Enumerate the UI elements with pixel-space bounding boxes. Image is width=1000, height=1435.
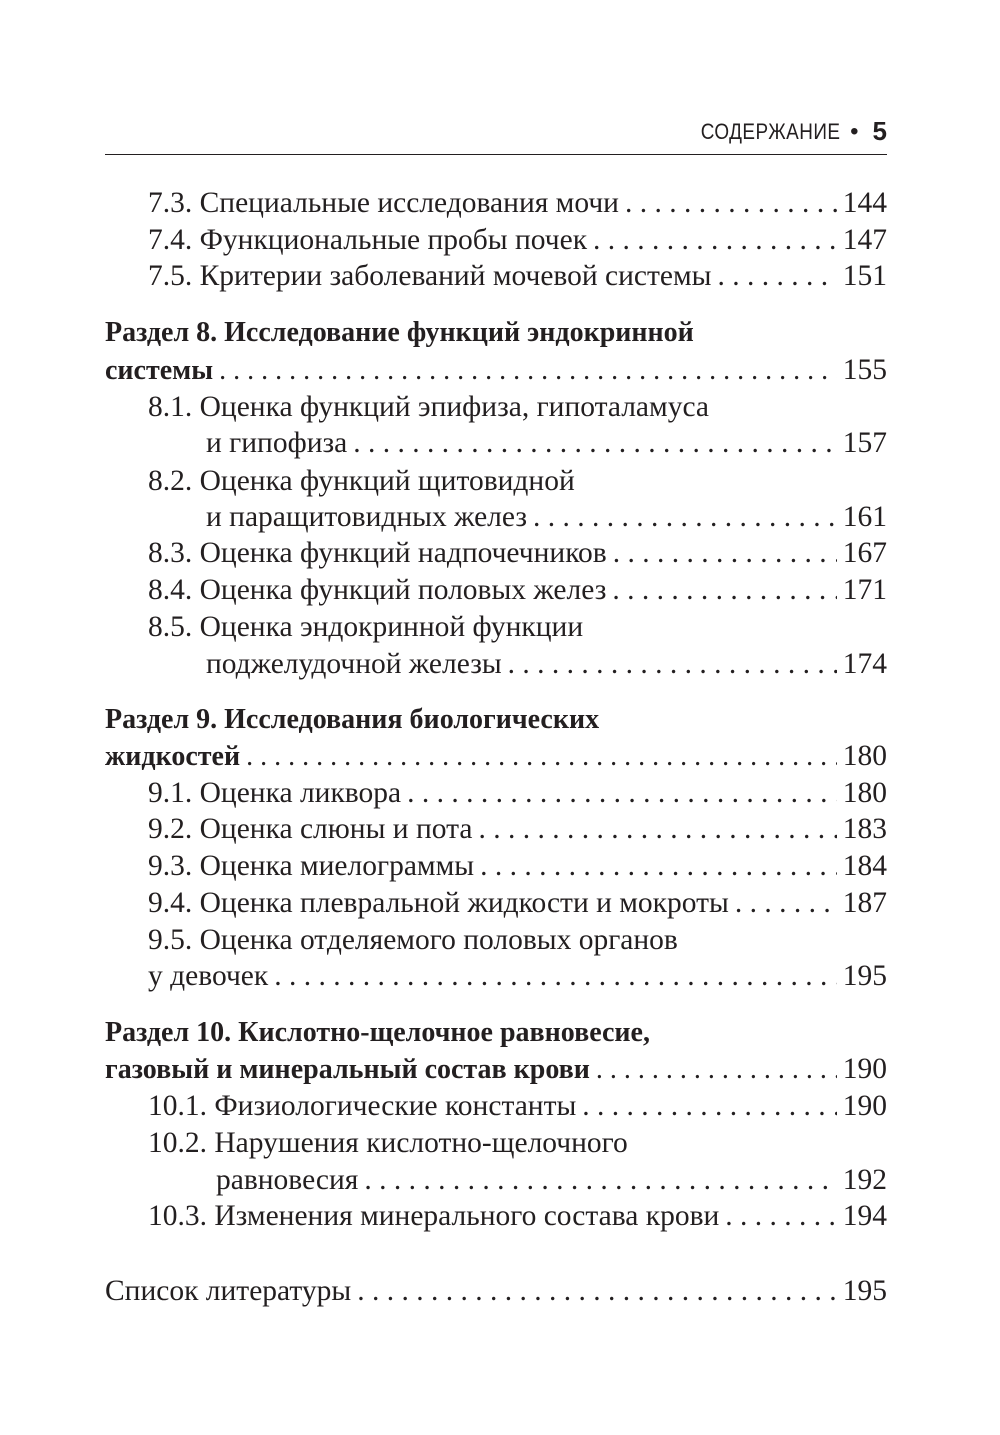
toc-entry-title: 9.2. Оценка слюны и пота <box>148 813 473 845</box>
toc-entry-page: 180 <box>842 777 887 809</box>
toc-entry-page: 180 <box>842 740 887 772</box>
toc-entry-8-2-line2[interactable] <box>206 499 887 535</box>
toc-entry-title: 9.5. Оценка отделяемого половых органов <box>148 924 678 956</box>
toc-entry-title: 7.5. Критерии заболеваний мочевой системы <box>148 260 712 292</box>
dot-leader <box>407 775 837 811</box>
toc-entry-8-5-line1[interactable] <box>148 609 887 645</box>
toc-entry-10-1[interactable] <box>148 1088 887 1124</box>
toc-entry-title: Список литературы <box>105 1275 352 1307</box>
dot-leader <box>735 885 837 921</box>
toc-entry-9-5-line2[interactable] <box>148 958 887 994</box>
toc-entry-page: 171 <box>842 574 887 606</box>
toc-entry-title: 9.3. Оценка миелограммы <box>148 850 475 882</box>
toc-entry-7-5[interactable] <box>148 258 887 294</box>
toc-entry-page: 155 <box>842 354 887 386</box>
toc-entry-title: у девочек <box>148 960 269 992</box>
toc-entry-page: 151 <box>842 260 887 292</box>
header-title: СОДЕРЖАНИЕ <box>700 118 841 144</box>
toc-entry-page: 161 <box>842 501 887 533</box>
toc-entry-8-1-line1[interactable] <box>148 389 887 425</box>
dot-leader <box>725 1198 836 1234</box>
toc-section-10-line1[interactable] <box>105 1015 887 1051</box>
toc-section-8-line2[interactable] <box>105 352 887 388</box>
toc-entry-title: 8.4. Оценка функций половых желез <box>148 574 607 606</box>
toc-entry-title: и паращитовидных желез <box>206 501 528 533</box>
toc-entry-10-2-line2[interactable] <box>216 1162 887 1198</box>
dot-leader <box>274 958 837 994</box>
toc-entry-9-2[interactable] <box>148 811 887 847</box>
toc-entry-page: 195 <box>842 1275 887 1307</box>
toc-entry-page: 184 <box>842 850 887 882</box>
toc-entry-8-3[interactable] <box>148 535 887 571</box>
toc-entry-title: 9.4. Оценка плевральной жидкости и мокроты <box>148 887 729 919</box>
toc-entry-page: 174 <box>842 648 887 680</box>
dot-leader <box>480 848 837 884</box>
dot-leader <box>613 535 837 571</box>
toc-entry-10-2-line1[interactable] <box>148 1125 887 1161</box>
toc-entry-title: 10.3. Изменения минерального состава крови <box>148 1200 720 1232</box>
toc-entry-page: 190 <box>842 1053 887 1085</box>
dot-leader <box>582 1088 836 1124</box>
dot-leader <box>508 646 837 682</box>
toc-entry-title: 8.3. Оценка функций надпочечников <box>148 537 607 569</box>
toc-entry-title: 9.1. Оценка ликвора <box>148 777 402 809</box>
toc-section-title: жидкостей <box>105 741 241 772</box>
toc-entry-title: 7.3. Специальные исследования мочи <box>148 187 619 219</box>
toc-entry-page: 190 <box>842 1090 887 1122</box>
toc-entry-page: 144 <box>842 187 887 219</box>
toc-entry-title: 7.4. Функциональные пробы почек <box>148 224 588 256</box>
dot-leader <box>533 499 837 535</box>
toc-entry-9-4[interactable] <box>148 885 887 921</box>
running-header <box>105 115 887 155</box>
toc-entry-9-3[interactable] <box>148 848 887 884</box>
toc-entry-title: равновесия <box>216 1164 359 1196</box>
dot-leader <box>596 1052 837 1088</box>
toc-entry-8-1-line2[interactable] <box>206 425 887 461</box>
toc-entry-page: 157 <box>842 427 887 459</box>
dot-leader <box>718 258 837 294</box>
toc-section-title: Раздел 9. Исследования биологических <box>105 704 600 735</box>
toc-entry-7-3[interactable] <box>148 185 887 221</box>
toc-entry-bibliography[interactable] <box>105 1273 887 1309</box>
dot-leader <box>357 1273 837 1309</box>
toc-entry-title: 10.2. Нарушения кислотно-щелочного <box>148 1127 628 1159</box>
toc-section-8-line1[interactable] <box>105 315 887 351</box>
dot-leader <box>364 1162 836 1198</box>
toc-section-9-line2[interactable] <box>105 738 887 774</box>
toc-entry-page: 194 <box>842 1200 887 1232</box>
toc-entry-10-3[interactable] <box>148 1198 887 1234</box>
toc-section-9-line1[interactable] <box>105 702 887 738</box>
toc-entry-8-4[interactable] <box>148 572 887 608</box>
toc-section-10-line2[interactable] <box>105 1051 887 1087</box>
toc-entry-title: 8.5. Оценка эндокринной функции <box>148 611 584 643</box>
dot-leader <box>612 572 836 608</box>
toc-entry-page: 147 <box>842 224 887 256</box>
header-bullet: • <box>850 117 859 145</box>
dot-leader <box>593 222 837 258</box>
toc-section-title: системы <box>105 355 214 386</box>
toc-entry-9-5-line1[interactable] <box>148 922 887 958</box>
toc-entry-8-2-line1[interactable] <box>148 463 887 499</box>
toc-entry-title: 10.1. Физиологические константы <box>148 1090 577 1122</box>
toc-section-title: Раздел 8. Исследование функций эндокринной <box>105 317 694 348</box>
toc-entry-title: 8.1. Оценка функций эпифиза, гипоталамуса <box>148 391 709 423</box>
toc-entry-9-1[interactable] <box>148 775 887 811</box>
dot-leader <box>219 353 837 389</box>
toc-entry-8-5-line2[interactable] <box>206 646 887 682</box>
toc-entry-page: 195 <box>842 960 887 992</box>
dot-leader <box>478 811 836 847</box>
toc-entry-title: поджелудочной железы <box>206 648 502 680</box>
toc-entry-7-4[interactable] <box>148 222 887 258</box>
toc-entry-page: 167 <box>842 537 887 569</box>
toc-entry-page: 183 <box>842 813 887 845</box>
dot-leader <box>353 425 837 461</box>
dot-leader <box>625 185 837 221</box>
dot-leader <box>246 739 837 775</box>
toc-section-title: Раздел 10. Кислотно-щелочное равновесие, <box>105 1017 650 1048</box>
toc-section-title: газовый и минеральный состав крови <box>105 1054 590 1085</box>
toc-entry-title: 8.2. Оценка функций щитовидной <box>148 465 575 497</box>
toc-entry-page: 187 <box>842 887 887 919</box>
page-number: 5 <box>872 116 887 146</box>
toc-entry-title: и гипофиза <box>206 427 348 459</box>
toc-entry-page: 192 <box>842 1164 887 1196</box>
